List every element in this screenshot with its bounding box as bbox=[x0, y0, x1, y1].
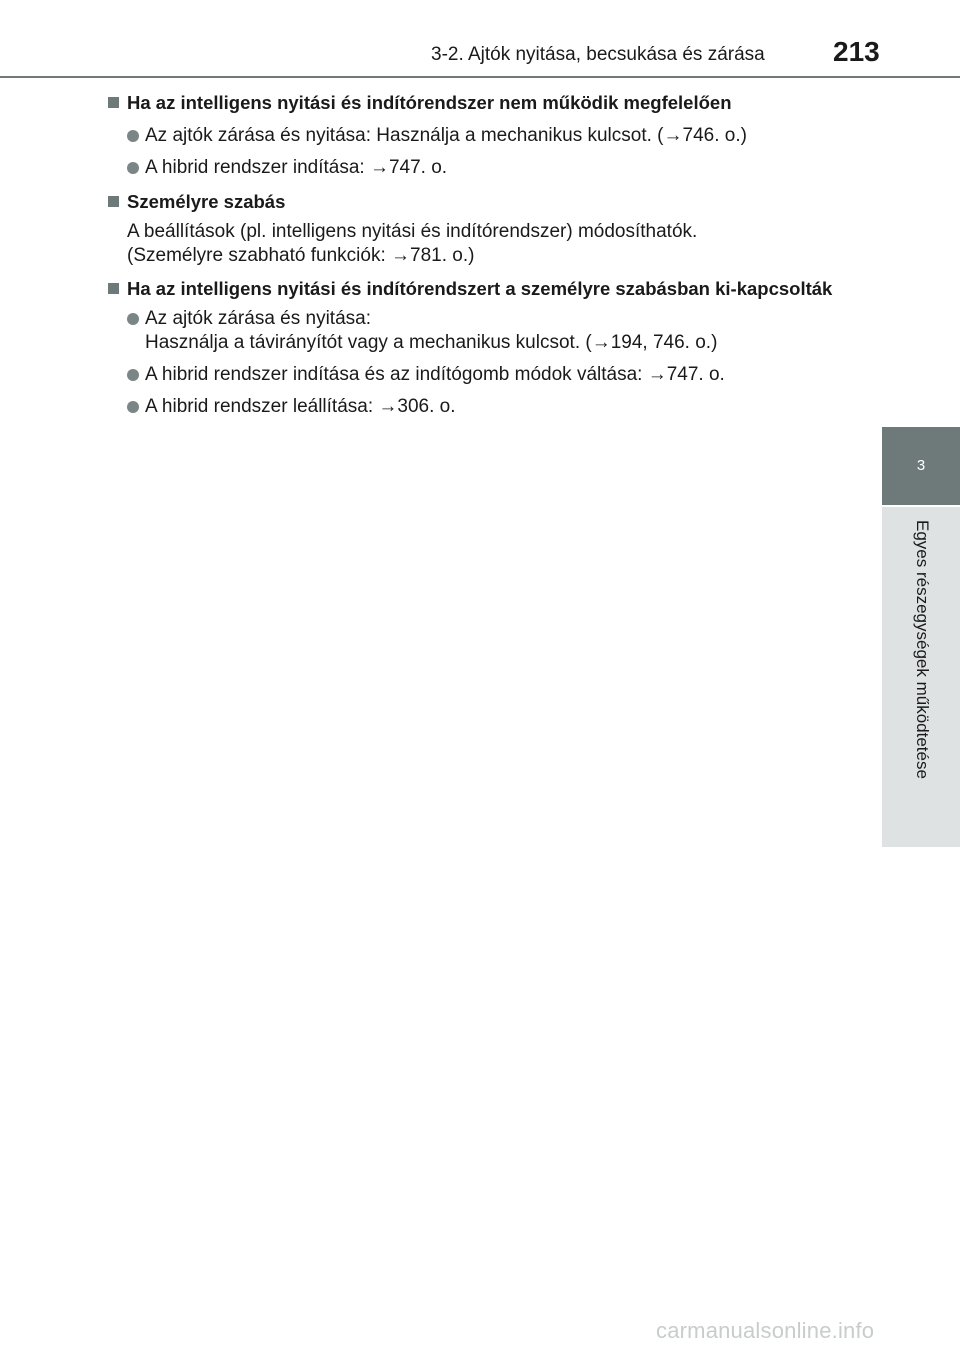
chapter-tab-title: Egyes részegységek működtetése bbox=[913, 520, 932, 779]
list-item: Az ajtók zárása és nyitása: Használja a mechanikus kulcsot. (→746. o.) bbox=[127, 124, 856, 148]
section-heading: Személyre szabás bbox=[108, 190, 856, 214]
circle-bullet-icon bbox=[127, 401, 139, 413]
paragraph: A beállítások (pl. intelligens nyitási és indítórendszer) módosíthatók. (Személyre szabható funkciók: →781. o.) bbox=[127, 221, 698, 266]
circle-bullet-icon bbox=[127, 369, 139, 381]
section-heading: Ha az intelligens nyitási és indítórendszert a személyre szabásban ki-kapcsolták bbox=[108, 277, 856, 301]
square-bullet-icon bbox=[108, 283, 119, 294]
page-content bbox=[108, 91, 856, 427]
circle-bullet-icon bbox=[127, 162, 139, 174]
header-divider bbox=[0, 76, 960, 78]
running-header-section: 3-2. Ajtók nyitása, becsukása és zárása bbox=[431, 44, 765, 65]
page-number: 213 bbox=[833, 36, 880, 67]
list-item: A hibrid rendszer leállítása: →306. o. bbox=[127, 395, 856, 419]
section-smart-entry-disabled bbox=[108, 277, 856, 419]
chapter-tab-number: 3 bbox=[882, 427, 960, 505]
watermark: carmanualsonline.info bbox=[656, 1318, 875, 1343]
square-bullet-icon bbox=[108, 196, 119, 207]
square-bullet-icon bbox=[108, 97, 119, 108]
section-customization bbox=[108, 190, 856, 268]
list-item: A hibrid rendszer indítása: →747. o. bbox=[127, 156, 856, 180]
circle-bullet-icon bbox=[127, 130, 139, 142]
section-heading: Ha az intelligens nyitási és indítórendszer nem működik megfelelően bbox=[108, 91, 856, 115]
list-item: A hibrid rendszer indítása és az indítógomb módok váltása: →747. o. bbox=[127, 363, 856, 387]
section-smart-entry-malfunction bbox=[108, 91, 856, 180]
circle-bullet-icon bbox=[127, 313, 139, 325]
list-item: Az ajtók zárása és nyitása: Használja a távirányítót vagy a mechanikus kulcsot. (→194, 746. o.) bbox=[127, 307, 856, 355]
